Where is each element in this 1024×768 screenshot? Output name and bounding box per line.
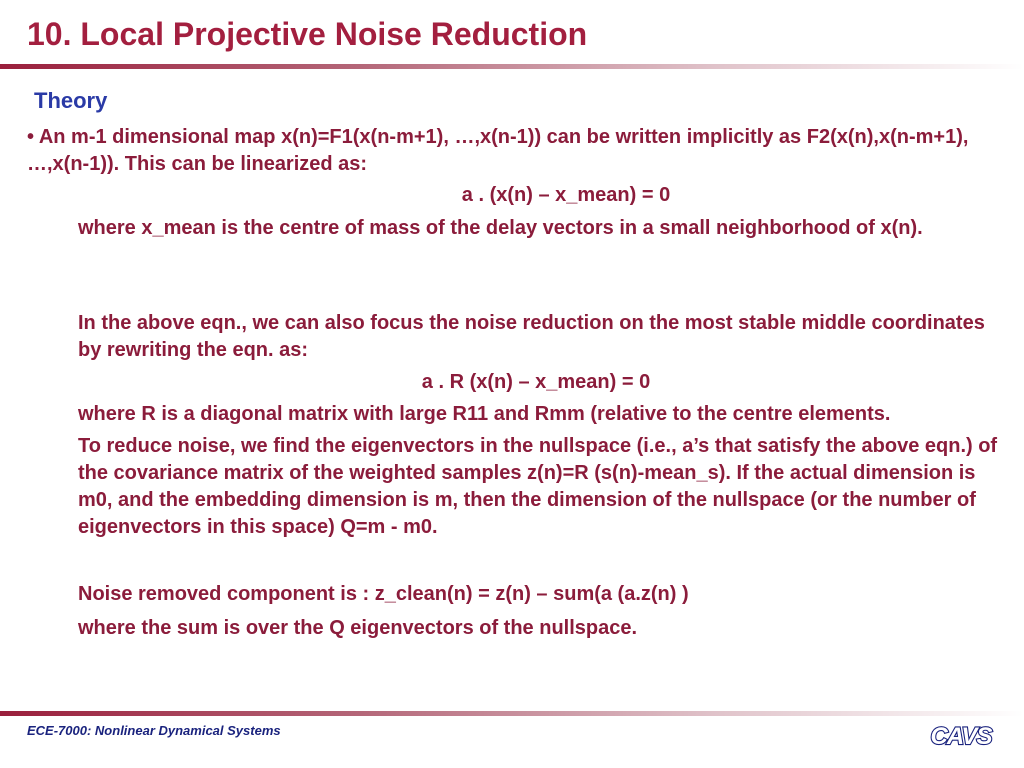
slide-title: 10. Local Projective Noise Reduction xyxy=(27,16,588,52)
equation-linearized: a . (x(n) – x_mean) = 0 xyxy=(461,184,671,206)
section-heading-theory: Theory xyxy=(34,88,108,113)
paragraph-sum-over: where the sum is over the Q eigenvectors of the nullspace. xyxy=(78,617,638,639)
paragraph-noise-removed: Noise removed component is : z_clean(n) = z(n) – sum(a (a.z(n) ) xyxy=(78,583,689,605)
cavs-logo xyxy=(922,718,1000,752)
cavs-logo-text: CAVS xyxy=(930,723,992,750)
footer-divider xyxy=(0,711,1024,716)
paragraph-above-eqn: In the above eqn., we can also focus the noise reduction on the most stable middle coordinates by rewriting the eqn. as: xyxy=(78,312,985,361)
paragraph-where-mean: where x_mean is the centre of mass of the delay vectors in a small neighborhood of x(n). xyxy=(78,217,923,239)
paragraph-reduce-noise: To reduce noise, we find the eigenvectors in the nullspace (i.e., a’s that satisfy the above eqn.) of the covariance matrix of the weighted samples z(n)=R (s(n)-mean_s). If the actual dimension is m0, and the embedding dimension is m, then the dimension of the nullspace (or the number of eigenvectors in this space) Q=m - m0. xyxy=(78,435,998,538)
paragraph-where-r: where R is a diagonal matrix with large R11 and Rmm (relative to the centre elements. xyxy=(78,403,891,425)
equation-weighted: a . R (x(n) – x_mean) = 0 xyxy=(421,371,651,393)
footer-course-name: ECE-7000: Nonlinear Dynamical Systems xyxy=(27,723,281,738)
title-divider xyxy=(0,64,1024,69)
bullet-intro: • An m-1 dimensional map x(n)=F1(x(n-m+1), …,x(n-1)) can be written implicitly as F2(x(n),x(n-m+1), …,x(n-1)). This can be linearized as: xyxy=(27,126,969,175)
